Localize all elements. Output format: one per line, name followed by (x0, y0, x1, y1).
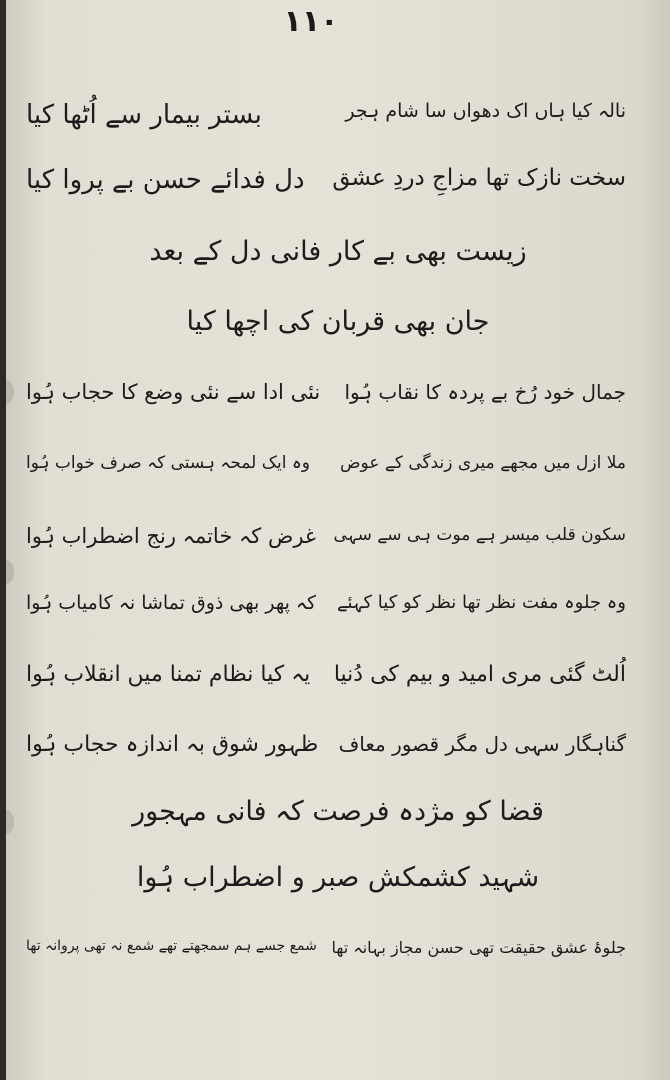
verse-couplet (26, 732, 626, 782)
second-hemistich: بستر بیمار سے اُٹھا کیا (26, 100, 262, 130)
maqta-second-line: شہید کشمکش صبر و اضطراب ہُوا (136, 862, 540, 893)
binding-hole (6, 560, 14, 584)
second-hemistich: نئی ادا سے نئی وضع کا حجاب ہُوا (26, 380, 321, 404)
first-hemistich: سخت نازک تھا مزاجِ دردِ عشق (332, 165, 626, 191)
maqta-first-line: قضا کو مژدہ فرصت کہ فانی مہجور (132, 796, 544, 827)
first-hemistich: نالہ کیا ہاں اک دھواں سا شام ہجر (345, 100, 626, 122)
page-number: ١١٠ (283, 4, 339, 39)
first-hemistich: جلوۂ عشق حقیقت تھی حسن مجاز بہانہ تھا (331, 938, 626, 957)
verse-couplet (26, 524, 626, 574)
maqta-second-line: جان بھی قربان کی اچھا کیا (186, 306, 490, 337)
verse-couplet (26, 452, 626, 502)
verse-couplet (26, 100, 626, 150)
first-hemistich: وہ جلوہ مفت نظر تھا نظر کو کیا کہئے (336, 592, 626, 613)
second-hemistich: غرض کہ خاتمہ رنج اضطراب ہُوا (26, 524, 316, 548)
verse-couplet (26, 380, 626, 430)
verse-couplet (26, 592, 626, 642)
second-hemistich: کہ پھر بھی ذوق تماشا نہ کامیاب ہُوا (26, 592, 317, 614)
maqta-first-line: زیست بھی بے کار فانی دل کے بعد (149, 236, 527, 267)
second-hemistich: ظہور شوق بہ اندازہ حجاب ہُوا (26, 732, 319, 757)
first-hemistich: گناہگار سہی دل مگر قصور معاف (338, 732, 626, 756)
verse-couplet (26, 662, 626, 712)
first-hemistich: سکون قلب میسر ہے موت ہی سے سہی (333, 525, 626, 545)
second-hemistich: دل فدائے حسن بے پروا کیا (26, 165, 305, 195)
verse-couplet (26, 165, 626, 215)
second-hemistich: وہ ایک لمحہ ہستی کہ صرف خواب ہُوا (26, 453, 311, 473)
second-hemistich: یہ کیا نظام تمنا میں انقلاب ہُوا (26, 662, 311, 687)
binding-hole (6, 380, 14, 404)
verse-couplet (26, 938, 626, 988)
first-hemistich: اُلٹ گئی مری امید و بیم کی دُنیا (333, 662, 626, 687)
second-hemistich: شمع جسے ہم سمجھتے تھے شمع نہ تھی پروانہ تھا (26, 938, 317, 954)
book-page (6, 0, 670, 1080)
first-hemistich: جمال خود رُخ بے پردہ کا نقاب ہُوا (344, 380, 626, 404)
first-hemistich: ملا ازل میں مجھے میری زندگی کے عوض (340, 453, 626, 473)
